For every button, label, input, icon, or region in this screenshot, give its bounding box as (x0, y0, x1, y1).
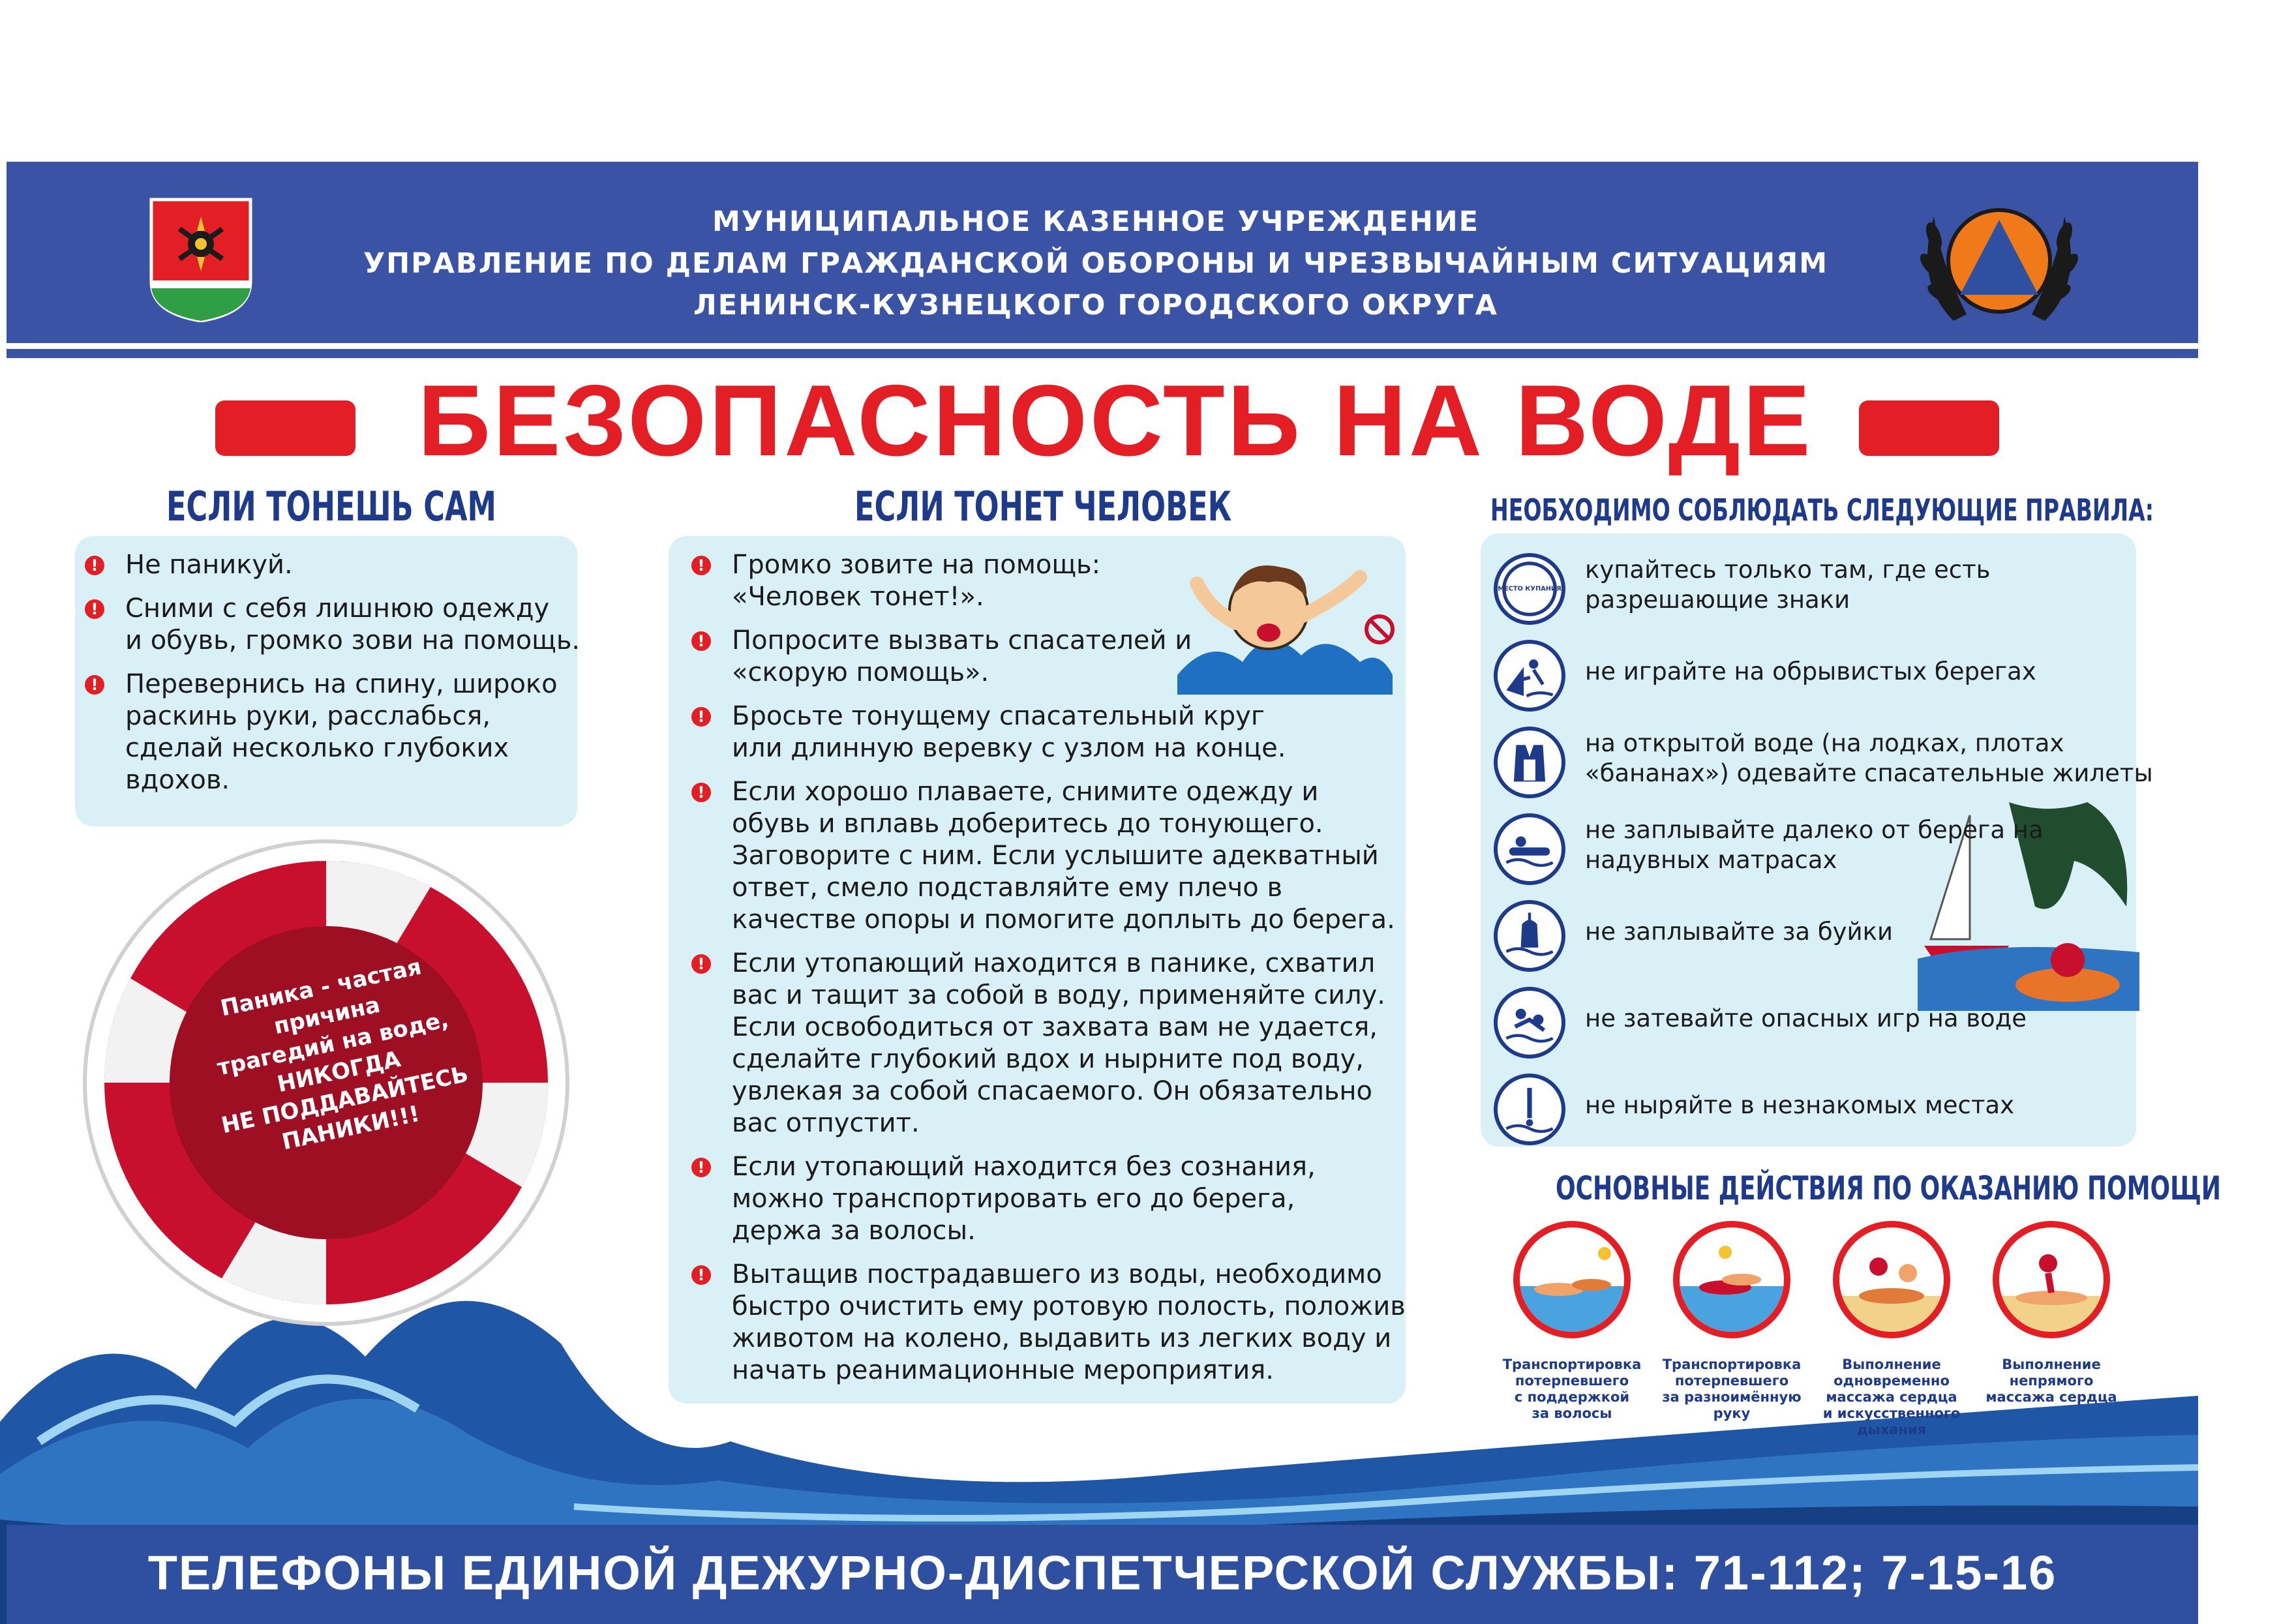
help-item: Транспортировка потерпевшего за разноимённую руку (1650, 1221, 1813, 1422)
cpr-breathing-icon (1833, 1221, 1950, 1338)
cliff-fall-icon (1494, 640, 1565, 712)
emergency-phones: ТЕЛЕФОНЫ ЕДИНОЙ ДЕЖУРНО-ДИСПЕТЧЕРСКОЙ СЛУЖБЫ: 71-112; 7-15-16 (147, 1546, 2057, 1600)
col1-list (85, 549, 581, 808)
exclamation-circle-icon: ! (691, 556, 711, 575)
header-line-1: МУНИЦИПАЛЬНОЕ КАЗЕННОЕ УЧРЕЖДЕНИЕ (712, 205, 1480, 238)
list-item: ! Перевернись на спину, широко раскинь руки, расслабься, сделай несколько глубоких вдохов. (85, 669, 581, 796)
exclamation-circle-icon: ! (691, 707, 711, 727)
rule-item: не играйте на обрывистых берегах (1490, 628, 2156, 715)
svg-text:МЕСТО КУПАНИЯ: МЕСТО КУПАНИЯ (1498, 585, 1562, 593)
exclamation-circle-icon: ! (691, 1265, 711, 1285)
rule-item: не заплывайте далеко от берега на надувных матрасах (1490, 802, 2156, 888)
col1-heading: ЕСЛИ ТОНЕШЬ САМ (166, 483, 496, 530)
buoy-icon (1494, 900, 1565, 972)
col3-heading: НЕОБХОДИМО СОБЛЮДАТЬ СЛЕДУЮЩИЕ ПРАВИЛА: (1490, 492, 2154, 528)
panic-warning-text: Паника - частая причина трагедий на воде, НИКОГДА НЕ ПОДДАВАЙТЕСЬ ПАНИКИ!!! (215, 954, 471, 1156)
organization-name (196, 201, 1996, 326)
exclamation-circle-icon: ! (85, 675, 104, 695)
help-item: Выполнение непрямого массажа сердца (1970, 1221, 2133, 1406)
no-diving-icon (1494, 1074, 1565, 1145)
water-game-icon (1494, 987, 1565, 1059)
header-line-2: УПРАВЛЕНИЕ ПО ДЕЛАМ ГРАЖДАНСКОЙ ОБОРОНЫ И ЧРЕЗВЫЧАЙНЫМ СИТУАЦИЯМ (363, 247, 1828, 280)
list-item: ! Попросите вызвать спасателей и «скорую помощь». (691, 625, 1406, 689)
civil-defense-emblem-icon (1908, 190, 2090, 334)
list-item: ! Сними с себя лишнюю одежду и обувь, громко зови на помощь. (85, 593, 581, 657)
header-line-3: ЛЕНИНСК-КУЗНЕЦКОГО ГОРОДСКОГО ОКРУГА (693, 289, 1498, 322)
rule-item: на открытой воде (на лодках, плотах «бананах») одевайте спасательные жилеты (1490, 715, 2156, 802)
rule-item: МЕСТО КУПАНИЯ купайтесь только там, где есть разрешающие знаки (1490, 541, 2156, 628)
col2-heading: ЕСЛИ ТОНЕТ ЧЕЛОВЕК (854, 483, 1232, 530)
list-item: ! Бросьте тонущему спасательный круг или длинную веревку с узлом на конце. (691, 700, 1406, 764)
header-divider (7, 349, 2198, 358)
rule-item: не заплывайте за буйки (1490, 888, 2156, 975)
swimming-place-sign-icon (1494, 553, 1565, 625)
list-item: ! Если хорошо плаваете, снимите одежду и обувь и вплавь доберитесь до тонующего. Заговорите с ним. Если услышите адекватный ответ, смело подставляйте ему плечо в качестве опоры и помогите доплыть до берега. (691, 776, 1406, 936)
exclamation-circle-icon: ! (85, 599, 104, 619)
help-item: Транспортировка потерпевшего с поддержкой за волосы (1490, 1221, 1653, 1422)
rule-item: не ныряйте в незнакомых местах (1490, 1062, 2156, 1149)
title-bar-right (1859, 400, 1999, 456)
arm-transport-icon (1673, 1221, 1790, 1338)
page-title: БЕЗОПАСНОСТЬ НА ВОДЕ (417, 364, 1813, 477)
exclamation-circle-icon: ! (691, 954, 711, 974)
title-bar-left (215, 400, 355, 456)
air-mattress-icon (1494, 813, 1565, 885)
list-item: ! Вытащив пострадавшего из воды, необходимо быстро очистить ему ротовую полость, положив животом на колено, выдавить из легких воду и начать реанимационные мероприятия. (691, 1259, 1406, 1387)
hair-transport-icon (1513, 1221, 1631, 1338)
help-heading: ОСНОВНЫЕ ДЕЙСТВИЯ ПО ОКАЗАНИЮ ПОМОЩИ (1556, 1169, 2221, 1207)
help-item: Выполнение одновременно массажа сердца и искусственного дыхания (1810, 1221, 1973, 1438)
exclamation-circle-icon: ! (691, 1158, 711, 1177)
heart-massage-icon (1993, 1221, 2110, 1338)
col3-rules-list (1490, 541, 2156, 1149)
exclamation-circle-icon: ! (691, 783, 711, 802)
list-item: ! Громко зовите на помощь: «Человек тонет!». (691, 549, 1406, 613)
exclamation-circle-icon: ! (691, 631, 711, 651)
list-item: ! Не паникуй. (85, 549, 581, 581)
rule-item: не затевайте опасных игр на воде (1490, 975, 2156, 1062)
exclamation-circle-icon: ! (85, 556, 104, 575)
life-vest-icon (1494, 727, 1565, 798)
list-item: ! Если утопающий находится в панике, схватил вас и тащит за собой в воду, применяйте силу. Если освободиться от захвата вам не удается, сделайте глубокий вдох и нырните под воду, увлекая за собой спасаемого. Он обязательно вас отпустит. (691, 948, 1406, 1139)
col2-list (691, 549, 1406, 1398)
list-item: ! Если утопающий находится без сознания, можно транспортировать его до берега, держа за волосы. (691, 1151, 1406, 1247)
